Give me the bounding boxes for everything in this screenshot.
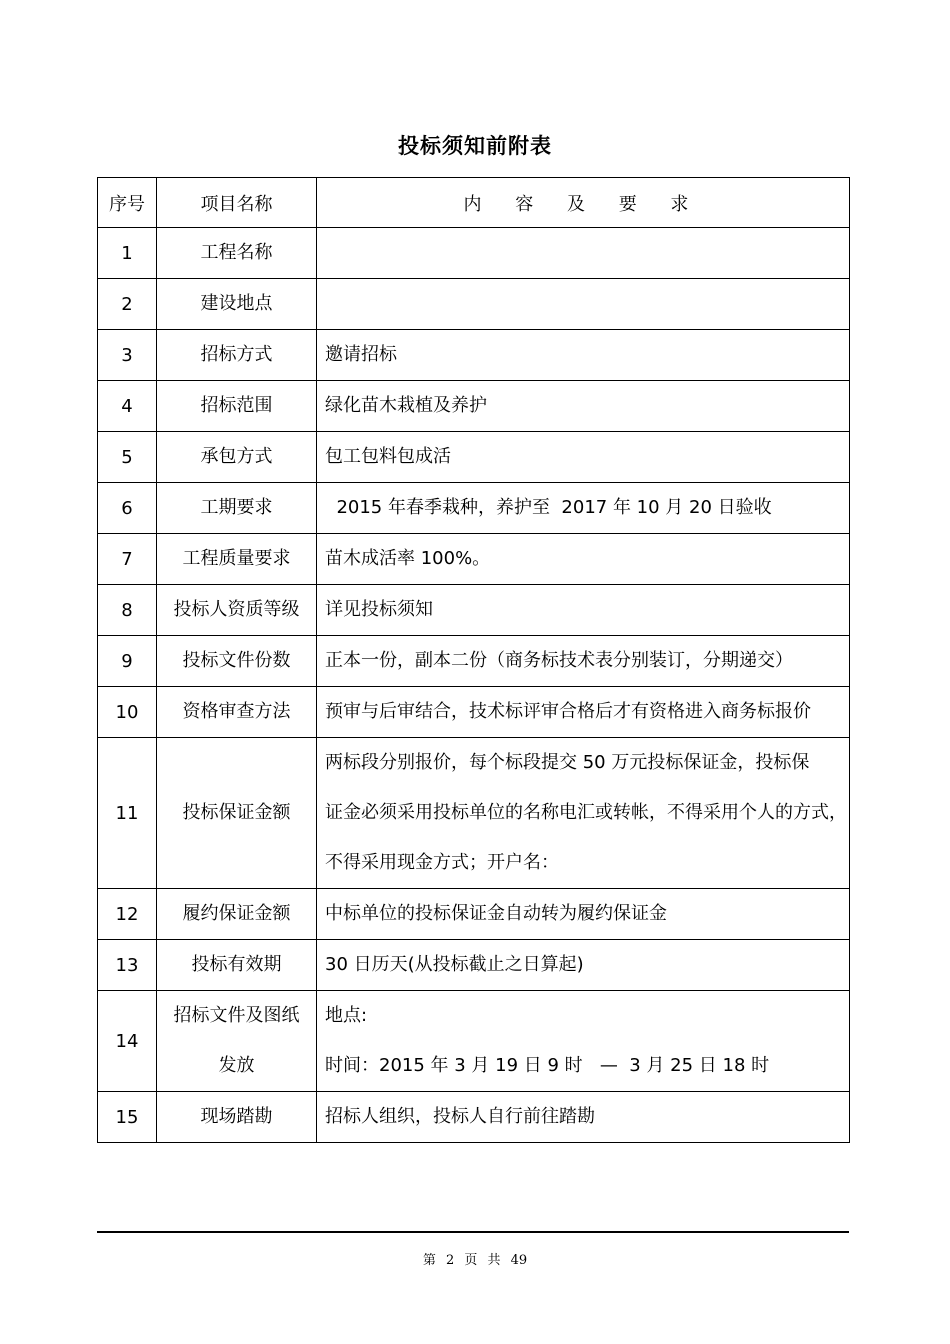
row-content — [317, 534, 850, 585]
content-line: 预审与后审结合，技术标评审合格后才有资格进入商务标报价 — [325, 701, 811, 722]
row-number: 3 — [98, 330, 157, 381]
item-name-line: 投标人资质等级 — [173, 599, 300, 620]
table-row — [98, 687, 850, 738]
item-name-line: 发放 — [218, 1055, 255, 1076]
row-item-name — [157, 228, 317, 279]
item-name-line: 资格审查方法 — [182, 701, 291, 722]
row-content — [317, 738, 850, 889]
item-name-line: 工程质量要求 — [182, 548, 291, 569]
row-item-name — [157, 381, 317, 432]
row-item-name — [157, 991, 317, 1092]
row-number: 4 — [98, 381, 157, 432]
table-row — [98, 228, 850, 279]
row-number: 7 — [98, 534, 157, 585]
row-content — [317, 991, 850, 1092]
table-row — [98, 991, 850, 1092]
item-name-line: 投标文件份数 — [182, 650, 291, 671]
row-number: 1 — [98, 228, 157, 279]
item-name-line: 招标范围 — [200, 395, 273, 416]
row-content — [317, 1092, 850, 1143]
item-name-line: 现场踏勘 — [200, 1106, 273, 1127]
row-number: 11 — [98, 738, 157, 889]
item-name-line: 建设地点 — [200, 293, 273, 314]
item-name-line: 承包方式 — [200, 446, 273, 467]
row-content — [317, 279, 850, 330]
row-item-name — [157, 483, 317, 534]
row-number: 6 — [98, 483, 157, 534]
content-line: 地点: — [325, 1005, 368, 1026]
table-row — [98, 738, 850, 889]
table-row — [98, 585, 850, 636]
content-line: 绿化苗木栽植及养护 — [325, 395, 487, 416]
row-item-name — [157, 889, 317, 940]
row-item-name — [157, 330, 317, 381]
row-number: 5 — [98, 432, 157, 483]
item-name-line: 招标文件及图纸 — [173, 1005, 300, 1026]
row-item-name — [157, 636, 317, 687]
content-line: 2015 年春季栽种，养护至 2017 年 10 月 20 日验收 — [325, 497, 772, 518]
header-content: 内 容 及 要 求 — [317, 178, 850, 228]
table-row — [98, 483, 850, 534]
row-content — [317, 636, 850, 687]
page-footer: 第 2 页 共 49 — [422, 1253, 528, 1268]
content-line: 30 日历天(从投标截止之日算起) — [325, 954, 584, 975]
row-number: 14 — [98, 991, 157, 1092]
row-number: 8 — [98, 585, 157, 636]
row-content — [317, 483, 850, 534]
bid-instructions-table — [97, 177, 850, 1143]
row-number: 13 — [98, 940, 157, 991]
row-item-name — [157, 1092, 317, 1143]
row-item-name — [157, 738, 317, 889]
item-name-line: 投标保证金额 — [182, 802, 291, 823]
table-header-row — [98, 178, 850, 228]
table-row — [98, 279, 850, 330]
row-item-name — [157, 279, 317, 330]
row-item-name — [157, 432, 317, 483]
row-number: 10 — [98, 687, 157, 738]
item-name-line: 工程名称 — [200, 242, 273, 263]
item-name-line: 履约保证金额 — [182, 903, 291, 924]
table-row — [98, 940, 850, 991]
row-number: 12 — [98, 889, 157, 940]
row-content — [317, 228, 850, 279]
content-line: 招标人组织，投标人自行前往踏勘 — [325, 1106, 595, 1127]
content-line: 证金必须采用投标单位的名称电汇或转帐，不得采用个人的方式， — [325, 802, 847, 823]
content-line: 详见投标须知 — [325, 599, 433, 620]
row-number: 15 — [98, 1092, 157, 1143]
item-name-line: 工期要求 — [200, 497, 273, 518]
table-row — [98, 432, 850, 483]
content-line: 正本一份，副本二份（商务标技术表分别装订，分期递交） — [325, 650, 793, 671]
table-row — [98, 534, 850, 585]
table-row — [98, 636, 850, 687]
document-title: 投标须知前附表 — [398, 134, 552, 158]
row-number: 9 — [98, 636, 157, 687]
content-line: 苗木成活率 100%。 — [325, 548, 491, 569]
item-name-line: 投标有效期 — [191, 954, 282, 975]
row-content — [317, 687, 850, 738]
content-line: 中标单位的投标保证金自动转为履约保证金 — [325, 903, 667, 924]
row-content — [317, 432, 850, 483]
row-item-name — [157, 534, 317, 585]
row-content — [317, 585, 850, 636]
row-item-name — [157, 585, 317, 636]
row-content — [317, 940, 850, 991]
content-line: 不得采用现金方式；开户名： — [325, 852, 559, 873]
table-row — [98, 330, 850, 381]
header-item: 项目名称 — [157, 178, 317, 228]
header-no: 序号 — [98, 178, 157, 228]
row-number: 2 — [98, 279, 157, 330]
content-line: 包工包料包成活 — [325, 446, 451, 467]
table-row — [98, 1092, 850, 1143]
content-line: 邀请招标 — [325, 344, 397, 365]
content-line: 两标段分别报价，每个标段提交 50 万元投标保证金，投标保 — [325, 752, 810, 773]
row-content — [317, 889, 850, 940]
table-row — [98, 381, 850, 432]
footer-divider — [97, 1231, 849, 1233]
row-item-name — [157, 940, 317, 991]
row-item-name — [157, 687, 317, 738]
item-name-line: 招标方式 — [200, 344, 273, 365]
row-content — [317, 330, 850, 381]
content-line: 时间：2015 年 3 月 19 日 9 时 — 3 月 25 日 18 时 — [325, 1055, 770, 1076]
table-row — [98, 889, 850, 940]
row-content — [317, 381, 850, 432]
